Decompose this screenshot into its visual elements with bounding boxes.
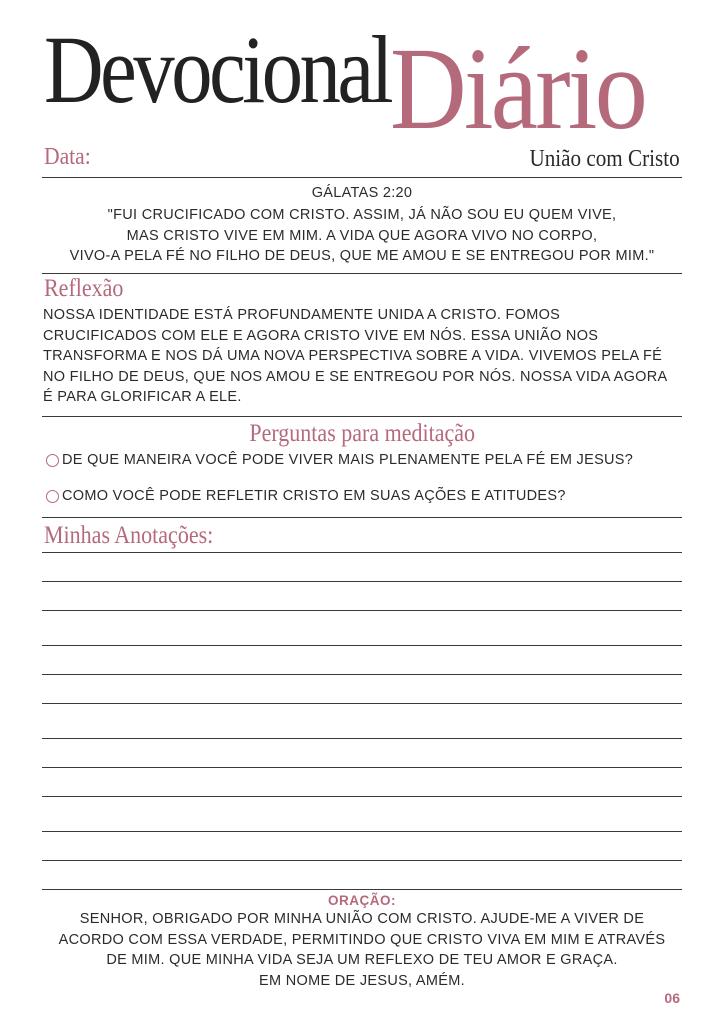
perguntas-title — [0, 420, 724, 448]
reflexao-line: CRUCIFICADOS COM ELE E AGORA CRISTO VIVE EM NÓS. ESSA UNIÃO NOS — [43, 327, 599, 344]
note-line[interactable] — [42, 738, 682, 739]
oracao-text — [40, 909, 684, 991]
oracao-title: ORAÇÃO: — [328, 893, 396, 908]
checkbox-circle-icon[interactable] — [46, 454, 59, 467]
note-line[interactable] — [42, 703, 682, 704]
verse-text — [40, 205, 684, 267]
note-line[interactable] — [42, 889, 682, 890]
note-line[interactable] — [42, 674, 682, 675]
page-subtitle: União com Cristo — [529, 146, 680, 172]
divider-verse — [42, 273, 682, 274]
reflexao-line: É PARA GLORIFICAR A ELE. — [43, 389, 242, 405]
note-line[interactable] — [42, 767, 682, 768]
perguntas-title-text: Perguntas para meditação — [249, 420, 475, 447]
checkbox-circle-icon[interactable] — [46, 490, 59, 503]
question-item — [46, 452, 633, 468]
question-item — [46, 488, 566, 504]
anotacoes-title: Minhas Anotações: — [44, 522, 214, 549]
date-label: Data: — [44, 144, 91, 170]
oracao-line: ACORDO COM ESSA VERDADE, PERMITINDO QUE CRISTO VIVA EM MIM E ATRAVÉS — [58, 931, 666, 948]
verse-line: MAS CRISTO VIVE EM MIM. A VIDA QUE AGORA VIVO NO CORPO, — [126, 227, 598, 244]
verse-line: "FUI CRUCIFICADO COM CRISTO. ASSIM, JÁ NÃO SOU EU QUEM VIVE, — [107, 207, 617, 223]
divider-perguntas — [42, 517, 682, 518]
verse-line: VIVO-A PELA FÉ NO FILHO DE DEUS, QUE ME AMOU E SE ENTREGOU POR MIM." — [69, 248, 655, 264]
reflexao-line: TRANSFORMA E NOS DÁ UMA NOVA PERSPECTIVA SOBRE A VIDA. VIVEMOS PELA FÉ — [43, 348, 663, 364]
note-line[interactable] — [42, 552, 682, 553]
divider-header — [42, 177, 682, 178]
note-line[interactable] — [42, 610, 682, 611]
question-text: DE QUE MANEIRA VOCÊ PODE VIVER MAIS PLENAMENTE PELA FÉ EM JESUS? — [62, 452, 634, 468]
divider-reflexao — [42, 416, 682, 417]
oracao-line: DE MIM. QUE MINHA VIDA SEJA UM REFLEXO DE TEU AMOR E GRAÇA. — [106, 952, 618, 968]
note-line[interactable] — [42, 831, 682, 832]
title-devocional: Devocional — [44, 16, 391, 123]
verse-reference: GÁLATAS 2:20 — [311, 185, 413, 201]
note-line[interactable] — [42, 645, 682, 646]
note-line[interactable] — [42, 581, 682, 582]
reflexao-line: NO FILHO DE DEUS, QUE NOS AMOU E SE ENTREGOU POR NÓS. NOSSA VIDA AGORA — [43, 368, 668, 385]
reflexao-title: Reflexão — [44, 275, 124, 302]
oracao-line: SENHOR, OBRIGADO POR MINHA UNIÃO COM CRISTO. AJUDE-ME A VIVER DE — [79, 911, 645, 927]
question-text: COMO VOCÊ PODE REFLETIR CRISTO EM SUAS AÇÕES E ATITUDES? — [62, 488, 566, 504]
note-line[interactable] — [42, 796, 682, 797]
oracao-line: EM NOME DE JESUS, AMÉM. — [259, 972, 465, 989]
title-diario: Diário — [390, 23, 646, 154]
reflexao-line: NOSSA IDENTIDADE ESTÁ PROFUNDAMENTE UNIDA A CRISTO. FOMOS — [43, 307, 561, 323]
note-line[interactable] — [42, 860, 682, 861]
reflexao-text — [43, 305, 687, 408]
page-number: 06 — [664, 990, 680, 1006]
